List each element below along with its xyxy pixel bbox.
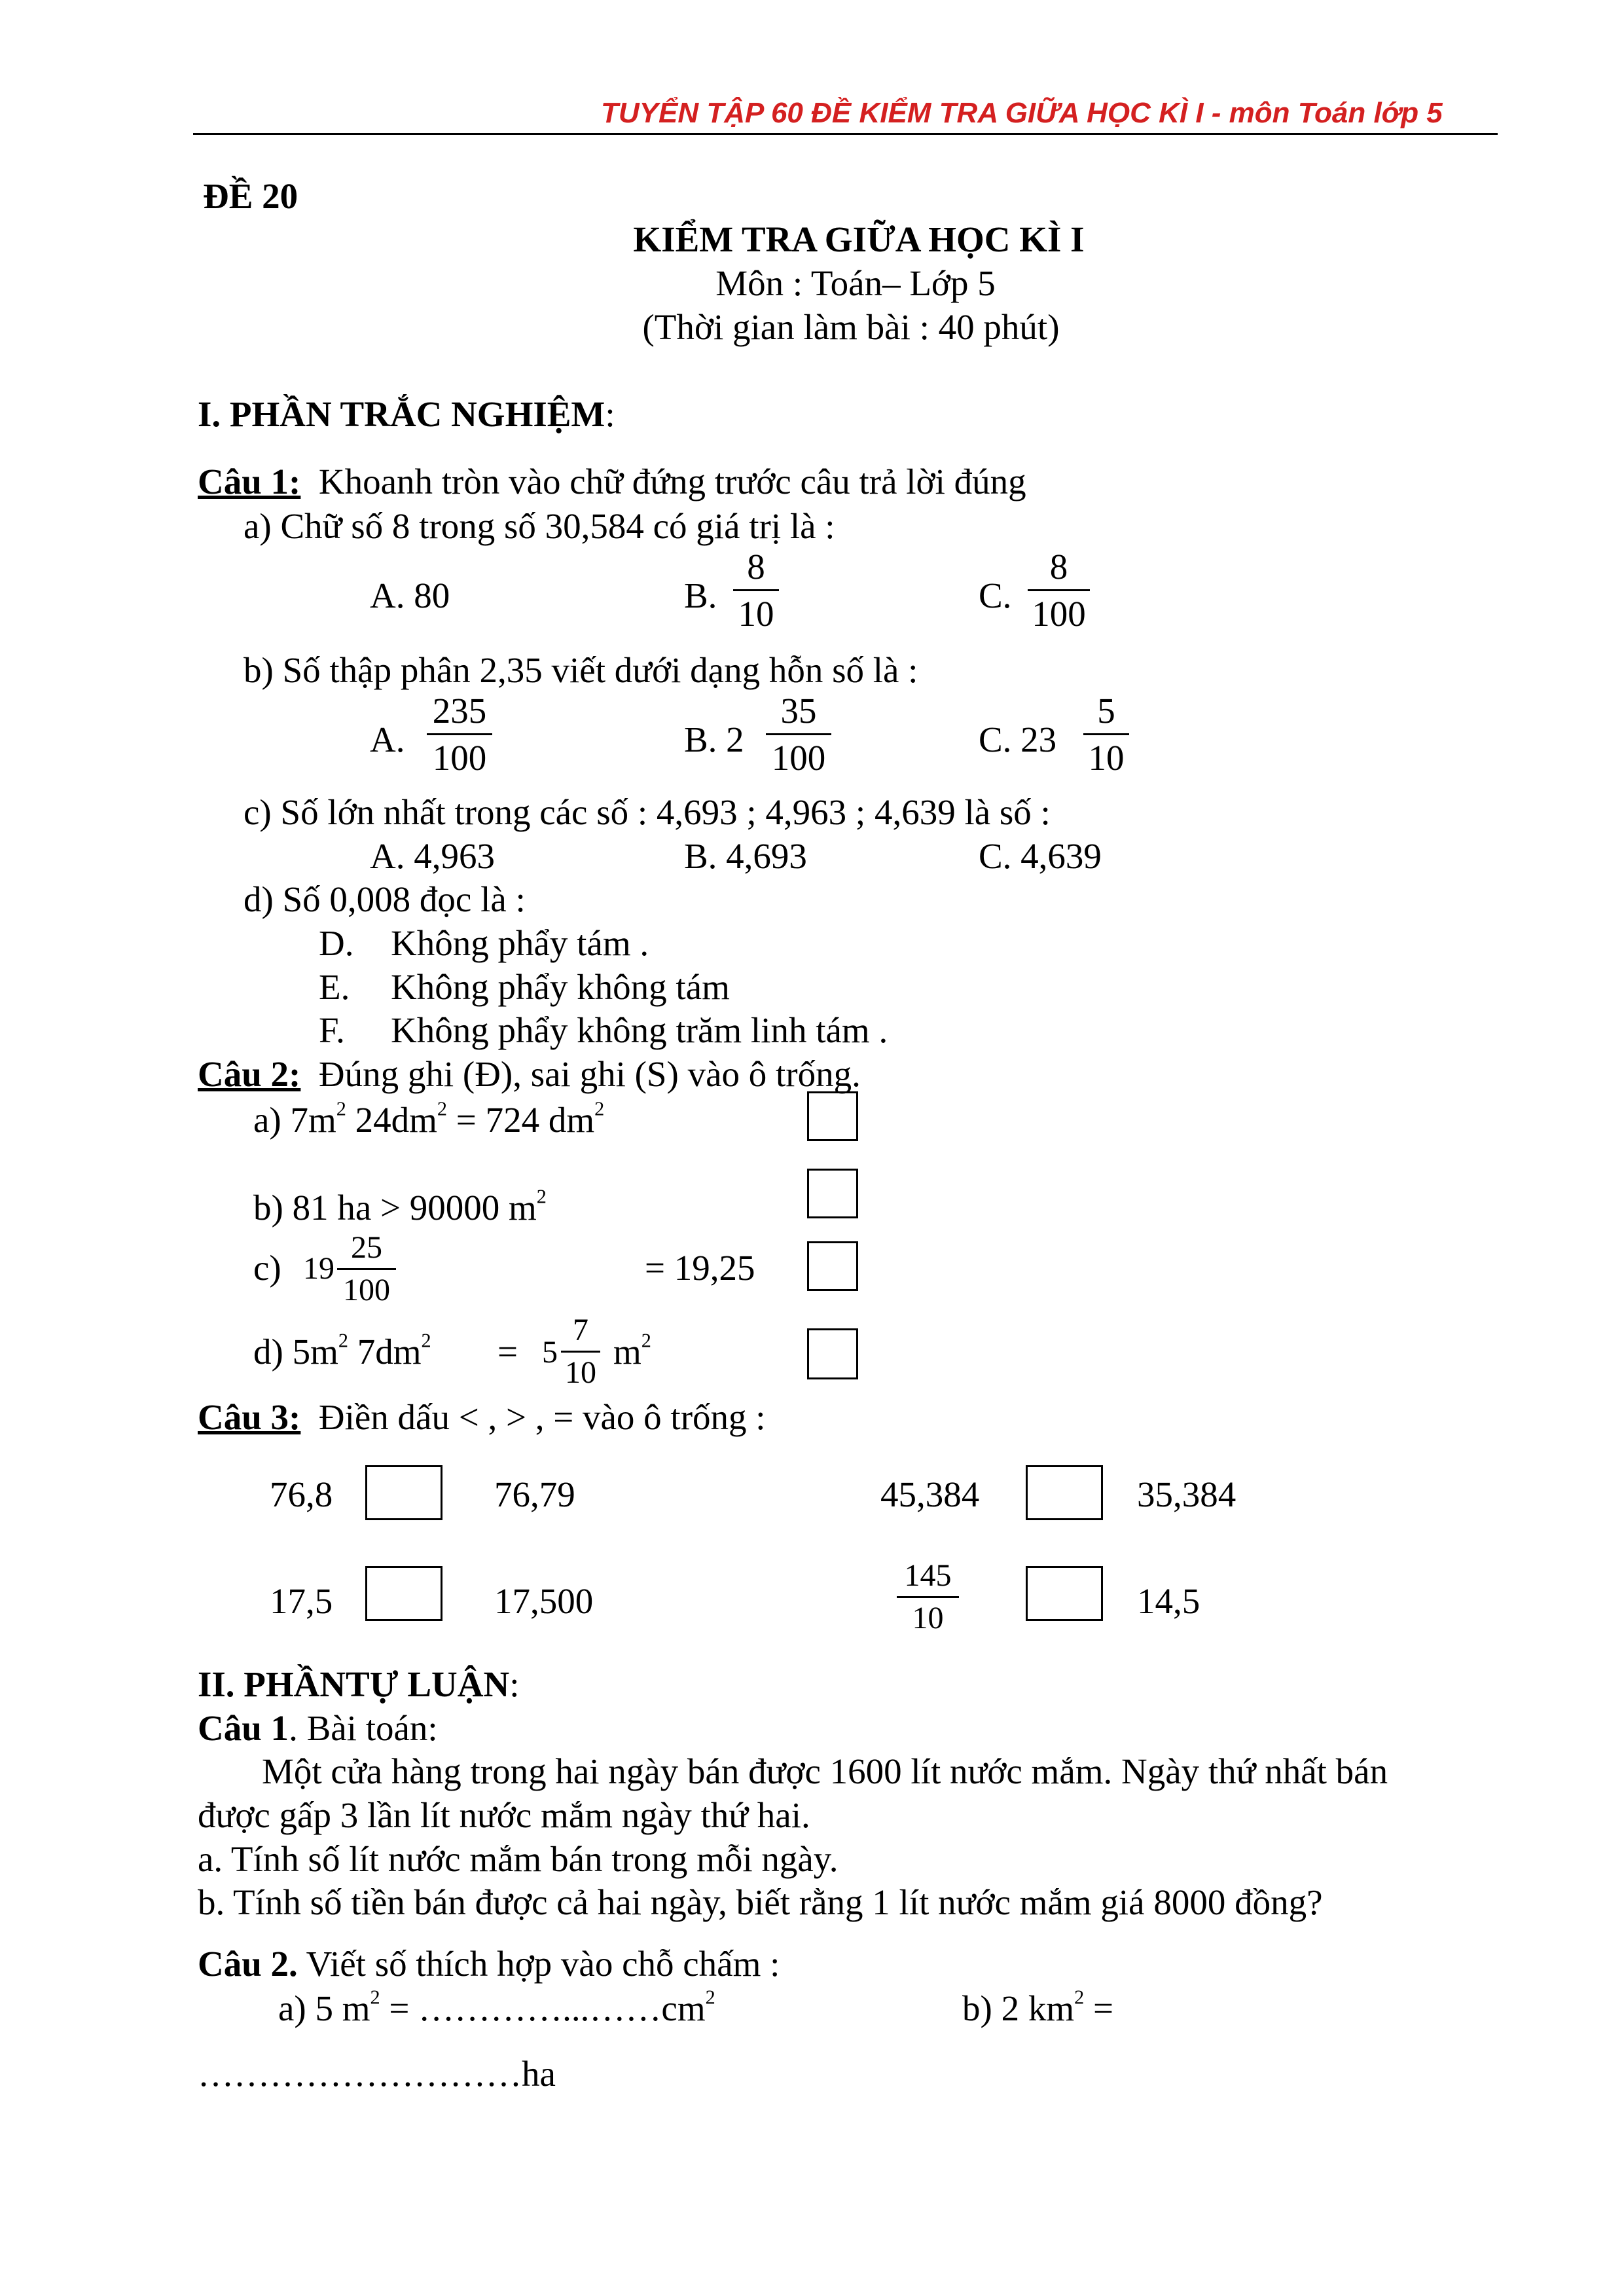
q3-heading bbox=[198, 1399, 766, 1435]
q1d-option-e: Không phẩy không tám bbox=[391, 967, 730, 1007]
q3-r2-left1: 17,5 bbox=[270, 1581, 333, 1621]
q1-heading bbox=[198, 464, 1026, 500]
q3-r1-left1: 76,8 bbox=[270, 1474, 333, 1514]
q1d-text: d) Số 0,008 đọc là : bbox=[244, 879, 526, 919]
q2d-part2: 7dm bbox=[348, 1332, 422, 1372]
q1c-text: c) Số lớn nhất trong các số : 4,693 ; 4,963 ; 4,639 là số : bbox=[244, 792, 1051, 832]
q2-heading bbox=[198, 1056, 861, 1092]
q2c-rhs: = 19,25 bbox=[645, 1248, 755, 1288]
exam-title: KIỂM TRA GIỮA HỌC KÌ I bbox=[633, 219, 1085, 259]
part2-heading bbox=[198, 1666, 519, 1702]
part1-heading-colon: : bbox=[605, 394, 615, 434]
fraction-denominator: 10 bbox=[912, 1601, 944, 1635]
part2-heading-text: II. PHẦNTỰ LUẬN bbox=[198, 1664, 510, 1704]
q1c-option-a: A. 4,963 bbox=[370, 836, 495, 876]
q1a-option-a: A. 80 bbox=[370, 575, 450, 615]
q2d-statement bbox=[253, 1329, 431, 1372]
q2c-prefix: c) bbox=[253, 1248, 281, 1288]
q2b-part1: b) 81 ha > 90000 m bbox=[253, 1188, 537, 1228]
fraction-bar bbox=[561, 1351, 600, 1353]
fraction-bar bbox=[897, 1596, 959, 1598]
fraction-denominator: 100 bbox=[343, 1273, 390, 1307]
fraction-numerator: 8 bbox=[1049, 547, 1068, 587]
q3-r1-right1: 76,79 bbox=[494, 1474, 575, 1514]
q3-r1-right2: 35,384 bbox=[1137, 1474, 1236, 1514]
q2-text: Đúng ghi (Đ), sai ghi (S) vào ô trống. bbox=[318, 1054, 861, 1094]
p2q1-line2: được gấp 3 lần lít nước mắm ngày thứ hai. bbox=[198, 1795, 810, 1835]
q3-text: Điền dấu < , > , = vào ô trống : bbox=[318, 1397, 766, 1437]
q1b-option-a-label: A. bbox=[370, 720, 405, 759]
q1a-option-c-label: C. bbox=[979, 575, 1012, 615]
q1d-option-e-letter: E. bbox=[319, 967, 350, 1007]
p2q1-part-a: a. Tính số lít nước mắm bán trong mỗi ngày. bbox=[198, 1839, 839, 1879]
q2d-whole: 5 bbox=[542, 1335, 558, 1370]
fraction-denominator: 100 bbox=[432, 738, 487, 778]
q3-r1-left2: 45,384 bbox=[880, 1474, 980, 1514]
q1d-option-d-letter: D. bbox=[319, 923, 354, 963]
q2c-answer-box[interactable] bbox=[807, 1241, 858, 1291]
q3-r2-right2: 14,5 bbox=[1137, 1581, 1200, 1621]
p2q2-heading bbox=[198, 1946, 780, 1982]
q1b-option-b-fraction bbox=[766, 693, 831, 776]
p2q1-label-rest: . Bài toán: bbox=[289, 1708, 438, 1748]
part1-heading-text: I. PHẦN TRẮC NGHIỆM bbox=[198, 394, 605, 434]
fraction-bar bbox=[1028, 589, 1090, 591]
exam-time: (Thời gian làm bài : 40 phút) bbox=[642, 307, 1060, 347]
q2a-part2: 24dm bbox=[346, 1100, 437, 1140]
p2q2-a-sup1: 2 bbox=[370, 1986, 380, 2009]
q1a-option-b-fraction bbox=[733, 549, 779, 632]
q1d-option-d: Không phẩy tám . bbox=[391, 923, 649, 963]
q1b-option-c-label: C. 23 bbox=[979, 720, 1057, 759]
q3-r2-right1: 17,500 bbox=[494, 1581, 594, 1621]
p2q2-a-part1: a) 5 m bbox=[278, 1988, 370, 2028]
fraction-bar bbox=[1083, 733, 1129, 735]
p2q1-heading bbox=[198, 1710, 438, 1746]
q1c-option-b: B. 4,693 bbox=[684, 836, 807, 876]
q1-text: Khoanh tròn vào chữ đứng trước câu trả lời đúng bbox=[318, 462, 1026, 501]
q2c-whole: 19 bbox=[303, 1251, 334, 1286]
q2-label: Câu 2: bbox=[198, 1054, 301, 1094]
q2a-answer-box[interactable] bbox=[807, 1091, 858, 1141]
fraction-denominator: 10 bbox=[738, 594, 774, 634]
p2q2-continuation: ………………………ha bbox=[198, 2054, 556, 2094]
q2a-sup3: 2 bbox=[594, 1097, 605, 1120]
q2b-statement bbox=[253, 1185, 547, 1228]
q3-r1-box1[interactable] bbox=[365, 1465, 442, 1520]
fraction-numerator: 25 bbox=[351, 1230, 382, 1265]
fraction-numerator: 5 bbox=[1097, 691, 1115, 731]
q2c-fraction bbox=[337, 1232, 396, 1306]
q2d-unit-sup: 2 bbox=[641, 1329, 651, 1352]
q1b-option-c-fraction bbox=[1083, 693, 1129, 776]
q2a-sup1: 2 bbox=[336, 1097, 346, 1120]
q1a-option-c-fraction bbox=[1028, 549, 1090, 632]
fraction-numerator: 145 bbox=[904, 1558, 952, 1593]
q2a-part1: a) 7m bbox=[253, 1100, 336, 1140]
p2q2-a-part2: = …………...……cm bbox=[380, 1988, 706, 2028]
q3-r2-box1[interactable] bbox=[365, 1566, 442, 1621]
p2q2-text: Viết số thích hợp vào chỗ chấm : bbox=[306, 1944, 780, 1984]
q2d-unit bbox=[613, 1329, 651, 1372]
q2d-sup2: 2 bbox=[421, 1329, 431, 1352]
header-divider bbox=[193, 133, 1498, 135]
q1d-option-f-letter: F. bbox=[319, 1010, 345, 1050]
p2q1-label: Câu 1 bbox=[198, 1708, 289, 1748]
q1d-option-f: Không phẩy không trăm linh tám . bbox=[391, 1010, 888, 1050]
fraction-denominator: 10 bbox=[1088, 738, 1125, 778]
exam-subject: Môn : Toán– Lớp 5 bbox=[715, 263, 996, 303]
q2d-part1: d) 5m bbox=[253, 1332, 338, 1372]
q2a-statement bbox=[253, 1097, 605, 1140]
p2q2-label: Câu 2. bbox=[198, 1944, 298, 1984]
fraction-denominator: 10 bbox=[565, 1355, 596, 1390]
fraction-numerator: 235 bbox=[432, 691, 487, 731]
q1c-option-c: C. 4,639 bbox=[979, 836, 1102, 876]
part1-heading bbox=[198, 396, 615, 432]
fraction-bar bbox=[733, 589, 779, 591]
p2q2-b bbox=[962, 1986, 1114, 2028]
q3-r2-box2[interactable] bbox=[1026, 1566, 1103, 1621]
q3-label: Câu 3: bbox=[198, 1397, 301, 1437]
p2q2-b-sup1: 2 bbox=[1074, 1986, 1085, 2009]
fraction-numerator: 8 bbox=[747, 547, 765, 587]
q2a-part3: = 724 dm bbox=[447, 1100, 595, 1140]
q2d-unit-text: m bbox=[613, 1332, 641, 1372]
fraction-numerator: 35 bbox=[780, 691, 817, 731]
p2q2-a-sup2: 2 bbox=[705, 1986, 715, 2009]
fraction-bar bbox=[766, 733, 831, 735]
q3-r2-left2-fraction bbox=[897, 1560, 959, 1634]
exam-number: ĐỀ 20 bbox=[203, 176, 298, 216]
q2d-answer-box[interactable] bbox=[807, 1328, 858, 1379]
q2d-fraction bbox=[561, 1315, 600, 1389]
q2d-sup1: 2 bbox=[338, 1329, 348, 1352]
p2q1-line1: Một cửa hàng trong hai ngày bán được 1600 lít nước mắm. Ngày thứ nhất bán bbox=[262, 1751, 1388, 1791]
fraction-denominator: 100 bbox=[1032, 594, 1086, 634]
q1b-text: b) Số thập phân 2,35 viết dưới dạng hỗn số là : bbox=[244, 650, 918, 690]
fraction-bar bbox=[427, 733, 492, 735]
q3-r1-box2[interactable] bbox=[1026, 1465, 1103, 1520]
q2b-answer-box[interactable] bbox=[807, 1169, 858, 1218]
p2q2-a bbox=[278, 1986, 715, 2028]
q1a-text: a) Chữ số 8 trong số 30,584 có giá trị là : bbox=[244, 506, 835, 546]
q1b-option-a-fraction bbox=[427, 693, 492, 776]
q1a-option-b-label: B. bbox=[684, 575, 717, 615]
q2a-sup2: 2 bbox=[437, 1097, 448, 1120]
header-title: TUYỂN TẬP 60 ĐỀ KIỂM TRA GIỮA HỌC KÌ I - môn Toán lớp 5 bbox=[601, 97, 1443, 129]
fraction-numerator: 7 bbox=[573, 1313, 588, 1347]
q2b-sup1: 2 bbox=[536, 1185, 547, 1208]
q1-label: Câu 1: bbox=[198, 462, 301, 501]
part2-heading-colon: : bbox=[509, 1664, 520, 1704]
q1b-option-b-label: B. 2 bbox=[684, 720, 744, 759]
p2q2-b-part2: = bbox=[1084, 1988, 1114, 2028]
p2q2-b-part1: b) 2 km bbox=[962, 1988, 1075, 2028]
fraction-denominator: 100 bbox=[771, 738, 826, 778]
q2d-equals: = bbox=[497, 1332, 518, 1372]
p2q1-part-b: b. Tính số tiền bán được cả hai ngày, biết rằng 1 lít nước mắm giá 8000 đồng? bbox=[198, 1882, 1323, 1922]
fraction-bar bbox=[337, 1268, 396, 1270]
